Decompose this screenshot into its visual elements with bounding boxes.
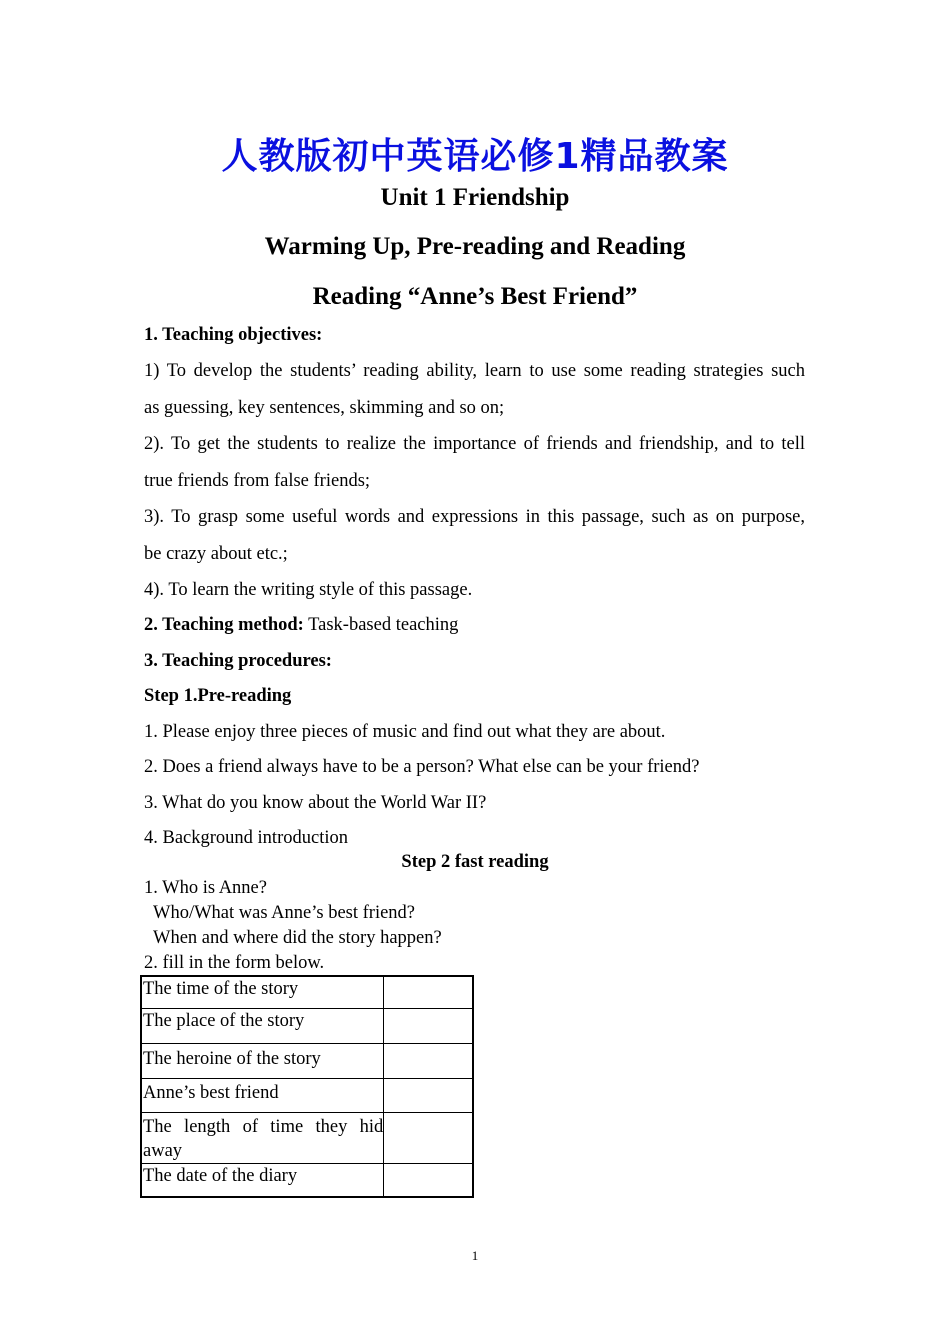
table-row <box>141 1008 473 1043</box>
form-row-label: The time of the story <box>141 976 384 1008</box>
form-row-label: Anne’s best friend <box>141 1078 384 1112</box>
teaching-method-label: 2. Teaching method: <box>144 615 304 635</box>
form-answer-cell[interactable] <box>384 1163 473 1197</box>
form-answer-cell[interactable] <box>384 1078 473 1112</box>
document-title: 人教版初中英语必修1精品教案 <box>221 136 729 177</box>
page-number: 1 <box>471 1248 479 1263</box>
form-row-label: The length of time they hid away <box>141 1112 384 1163</box>
form-answer-cell[interactable] <box>384 1112 473 1163</box>
objective-2-line-1: 2). To get the students to realize the importance of friends and friendship, and to tell <box>144 434 805 454</box>
form-answer-cell[interactable] <box>384 1008 473 1043</box>
table-row <box>141 1163 473 1197</box>
objective-3-line-2: be crazy about etc.; <box>144 544 288 564</box>
objective-2-line-2: true friends from false friends; <box>144 471 371 491</box>
story-form-table <box>140 975 474 1198</box>
step2-question-1c: When and where did the story happen? <box>153 928 442 948</box>
table-row <box>141 1043 473 1078</box>
step2-question-1b: Who/What was Anne’s best friend? <box>153 903 416 923</box>
form-row-label: The heroine of the story <box>141 1043 384 1078</box>
step2-question-2: 2. fill in the form below. <box>144 953 325 973</box>
teaching-method <box>144 615 458 636</box>
teaching-method-value: Task-based teaching <box>303 615 459 635</box>
step1-question-1: 1. Please enjoy three pieces of music and find out what they are about. <box>144 722 666 742</box>
reading-heading: Reading “Anne’s Best Friend” <box>312 283 638 310</box>
unit-heading: Unit 1 Friendship <box>380 184 570 211</box>
step1-question-3: 3. What do you know about the World War II? <box>144 793 487 813</box>
objective-1-line-1: 1) To develop the students’ reading ability, learn to use some reading strategies such <box>144 361 805 381</box>
form-row-label: The place of the story <box>141 1008 384 1043</box>
step2-heading: Step 2 fast reading <box>401 852 549 872</box>
procedures-heading: 3. Teaching procedures: <box>144 651 332 671</box>
step2-question-1: 1. Who is Anne? <box>144 878 267 898</box>
objectives-heading: 1. Teaching objectives: <box>144 325 323 345</box>
step1-question-4: 4. Background introduction <box>144 828 348 848</box>
form-row-label: The date of the diary <box>141 1163 384 1197</box>
section-heading: Warming Up, Pre-reading and Reading <box>264 233 686 260</box>
table-row <box>141 976 473 1008</box>
objective-1-line-2: as guessing, key sentences, skimming and so on; <box>144 398 505 418</box>
form-answer-cell[interactable] <box>384 1043 473 1078</box>
objective-3-line-1: 3). To grasp some useful words and expressions in this passage, such as on purpose, <box>144 507 805 527</box>
table-row <box>141 1078 473 1112</box>
table-row <box>141 1112 473 1163</box>
objective-4: 4). To learn the writing style of this passage. <box>144 580 473 600</box>
form-answer-cell[interactable] <box>384 976 473 1008</box>
step1-question-2: 2. Does a friend always have to be a person? What else can be your friend? <box>144 757 700 777</box>
step1-heading: Step 1.Pre-reading <box>144 686 292 706</box>
